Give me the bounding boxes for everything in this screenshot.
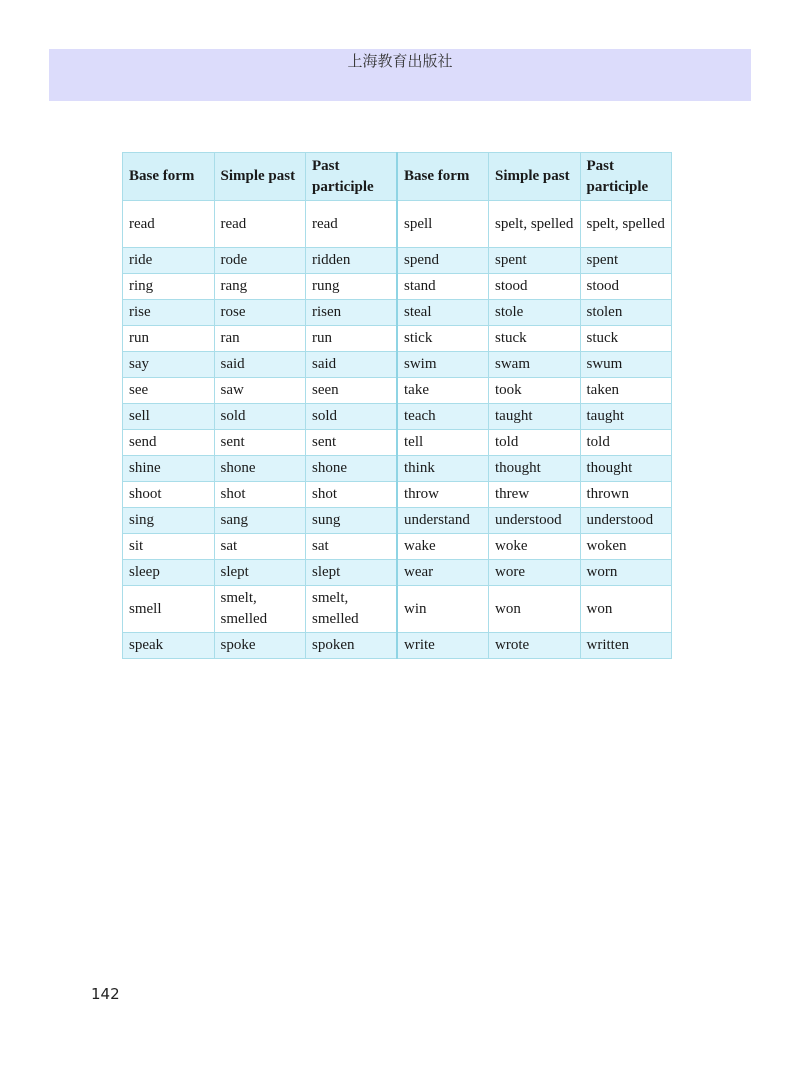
table-cell: throw [397, 482, 489, 508]
table-cell: wore [489, 560, 581, 586]
table-cell: spent [580, 248, 672, 274]
table-cell: run [306, 326, 398, 352]
table-cell: seen [306, 378, 398, 404]
publisher-name: 上海教育出版社 [347, 52, 453, 70]
table-cell: woken [580, 534, 672, 560]
table-row [123, 378, 672, 404]
table-cell: stand [397, 274, 489, 300]
table-cell: shot [214, 482, 306, 508]
table-row [123, 456, 672, 482]
column-header: Base form [123, 153, 215, 201]
table-cell: shine [123, 456, 215, 482]
table-cell: take [397, 378, 489, 404]
table-row [123, 326, 672, 352]
table-cell: run [123, 326, 215, 352]
column-header: Past participle [580, 153, 672, 201]
table-cell: write [397, 633, 489, 659]
table-row [123, 430, 672, 456]
table-row [123, 248, 672, 274]
table-cell: ridden [306, 248, 398, 274]
table-cell: sell [123, 404, 215, 430]
table-cell: ring [123, 274, 215, 300]
table-cell: ride [123, 248, 215, 274]
table-cell: read [123, 201, 215, 248]
table-cell: sold [306, 404, 398, 430]
table-cell: read [306, 201, 398, 248]
table-cell: shoot [123, 482, 215, 508]
table-cell: think [397, 456, 489, 482]
table-cell: sent [214, 430, 306, 456]
table-cell: wake [397, 534, 489, 560]
table-cell: rang [214, 274, 306, 300]
table-cell: taught [580, 404, 672, 430]
table-cell: shot [306, 482, 398, 508]
table-cell: stole [489, 300, 581, 326]
table-row [123, 508, 672, 534]
table-cell: threw [489, 482, 581, 508]
table-cell: shone [214, 456, 306, 482]
irregular-verbs-table [122, 152, 672, 659]
table-cell: thought [489, 456, 581, 482]
table-cell: shone [306, 456, 398, 482]
column-header: Simple past [489, 153, 581, 201]
table-cell: rung [306, 274, 398, 300]
table-cell: spoken [306, 633, 398, 659]
table-cell: win [397, 586, 489, 633]
table-cell: stuck [489, 326, 581, 352]
table-cell: taught [489, 404, 581, 430]
table-row [123, 534, 672, 560]
table-cell: stolen [580, 300, 672, 326]
table-row [123, 482, 672, 508]
table-cell: risen [306, 300, 398, 326]
table-row [123, 201, 672, 248]
table-cell: said [306, 352, 398, 378]
table-cell: sing [123, 508, 215, 534]
table-cell: understood [580, 508, 672, 534]
table-cell: stick [397, 326, 489, 352]
column-header: Base form [397, 153, 489, 201]
table-cell: rose [214, 300, 306, 326]
table-cell: smell [123, 586, 215, 633]
table-cell: told [489, 430, 581, 456]
page-number: 142 [91, 985, 120, 1003]
table-cell: speak [123, 633, 215, 659]
table-cell: teach [397, 404, 489, 430]
table-cell: sent [306, 430, 398, 456]
table-cell: wear [397, 560, 489, 586]
publisher-banner [49, 49, 751, 101]
table-cell: saw [214, 378, 306, 404]
table-cell: swim [397, 352, 489, 378]
table-cell: sold [214, 404, 306, 430]
table-row [123, 352, 672, 378]
table-row [123, 560, 672, 586]
table-cell: spend [397, 248, 489, 274]
table-cell: swum [580, 352, 672, 378]
table-cell: see [123, 378, 215, 404]
table-header-row [123, 153, 672, 201]
table-cell: send [123, 430, 215, 456]
table-cell: sit [123, 534, 215, 560]
table-row [123, 586, 672, 633]
table-cell: told [580, 430, 672, 456]
table-cell: slept [214, 560, 306, 586]
table-row [123, 404, 672, 430]
table-cell: written [580, 633, 672, 659]
table-cell: won [489, 586, 581, 633]
table-cell: sat [214, 534, 306, 560]
table-cell: spoke [214, 633, 306, 659]
table-cell: stood [489, 274, 581, 300]
table-cell: spent [489, 248, 581, 274]
table-body [123, 201, 672, 659]
table-cell: spelt, spelled [489, 201, 581, 248]
table-cell: understand [397, 508, 489, 534]
table-cell: wrote [489, 633, 581, 659]
table-cell: took [489, 378, 581, 404]
table-cell: said [214, 352, 306, 378]
table-cell: smelt, smelled [214, 586, 306, 633]
table-row [123, 633, 672, 659]
table-cell: rise [123, 300, 215, 326]
table-cell: rode [214, 248, 306, 274]
table-cell: taken [580, 378, 672, 404]
table-cell: spelt, spelled [580, 201, 672, 248]
table-cell: sung [306, 508, 398, 534]
table-cell: won [580, 586, 672, 633]
table-cell: worn [580, 560, 672, 586]
table-cell: say [123, 352, 215, 378]
column-header: Past participle [306, 153, 398, 201]
table-cell: slept [306, 560, 398, 586]
table-row [123, 274, 672, 300]
table-cell: sat [306, 534, 398, 560]
table-cell: swam [489, 352, 581, 378]
table-cell: thought [580, 456, 672, 482]
table-cell: steal [397, 300, 489, 326]
table-cell: understood [489, 508, 581, 534]
table-cell: spell [397, 201, 489, 248]
table-cell: smelt, smelled [306, 586, 398, 633]
table-cell: sang [214, 508, 306, 534]
column-header: Simple past [214, 153, 306, 201]
table-cell: sleep [123, 560, 215, 586]
table-cell: stood [580, 274, 672, 300]
table-cell: ran [214, 326, 306, 352]
table-cell: thrown [580, 482, 672, 508]
table-cell: read [214, 201, 306, 248]
table-cell: stuck [580, 326, 672, 352]
table-cell: woke [489, 534, 581, 560]
table-cell: tell [397, 430, 489, 456]
table-row [123, 300, 672, 326]
